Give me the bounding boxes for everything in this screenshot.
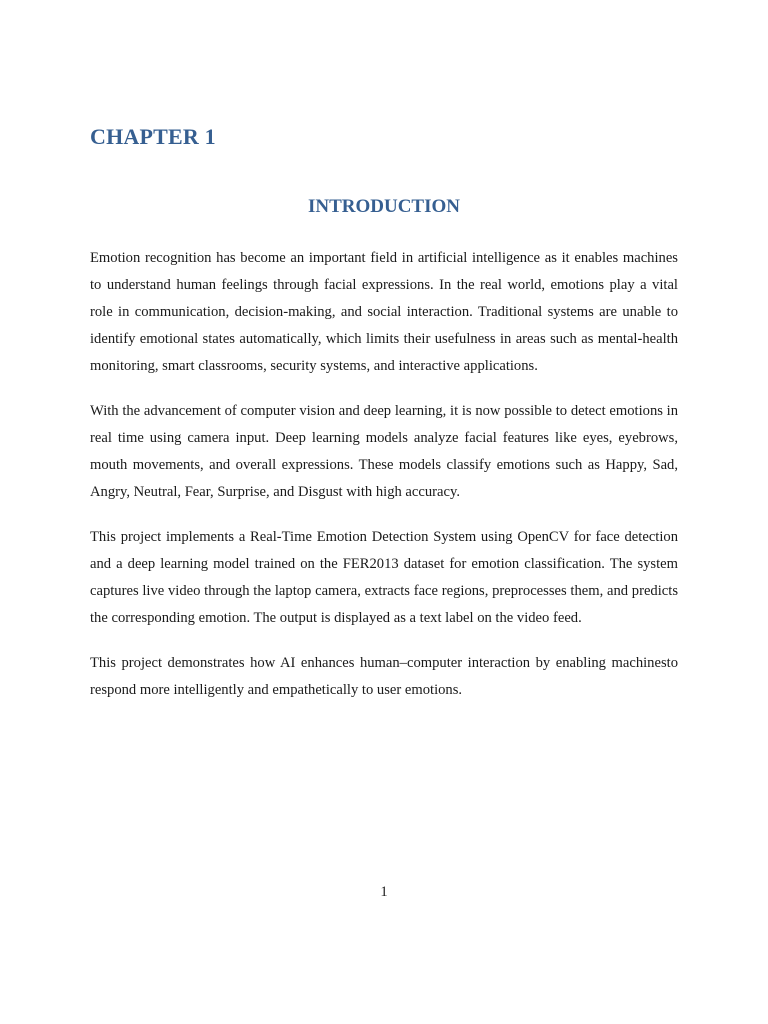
chapter-heading: CHAPTER 1: [90, 124, 216, 149]
paragraph: This project demonstrates how AI enhances human–computer interaction by enabling machinesto respond more intelligently and empathetically to user emotions.: [90, 655, 678, 698]
paragraph: This project implements a Real-Time Emotion Detection System using OpenCV for face detection and a deep learning model trained on the FER2013 dataset for emotion classification. The system captures live video through the laptop camera, extracts face regions, preprocesses them, and predicts the corresponding emotion. The output is displayed as a text label on the video feed.: [90, 529, 678, 626]
paragraph: Emotion recognition has become an important field in artificial intelligence as it enables machines to understand human feelings through facial expressions. In the real world, emotions play a vital role in communication, decision-making, and social interaction. Traditional systems are unable to identify emotional states automatically, which limits their usefulness in areas such as mental-health monitoring, smart classrooms, security systems, and interactive applications.: [90, 250, 678, 374]
body-text: [90, 245, 678, 722]
paragraph: With the advancement of computer vision and deep learning, it is now possible to detect emotions in real time using camera input. Deep learning models analyze facial features like eyes, eyebrows, mouth movements, and overall expressions. These models classify emotions such as Happy, Sad, Angry, Neutral, Fear, Surprise, and Disgust with high accuracy.: [90, 403, 678, 500]
page-number: 1: [380, 884, 388, 900]
section-heading: INTRODUCTION: [307, 196, 461, 217]
